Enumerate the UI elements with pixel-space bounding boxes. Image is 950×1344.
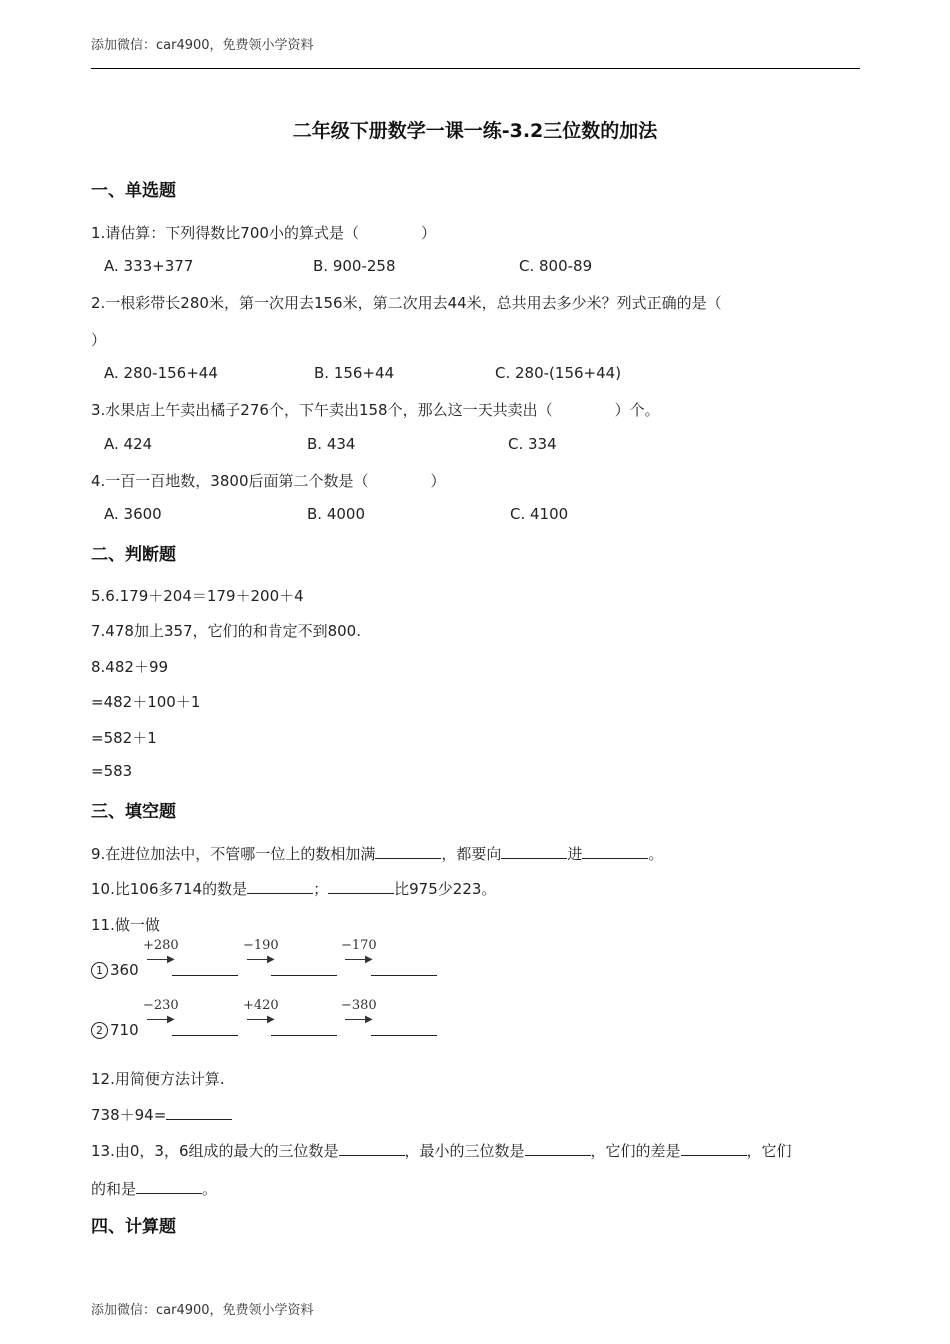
question-13-part-5: 的和是 <box>91 1180 137 1198</box>
section-calculation: 四、计算题 <box>91 1217 176 1237</box>
question-10-part-2: ； <box>313 880 329 898</box>
q2-option-a[interactable]: A. 280-156+44 <box>104 364 218 382</box>
answer-blank[interactable] <box>172 1021 238 1036</box>
question-8-line-2: =482＋100＋1 <box>91 693 201 711</box>
answer-blank[interactable] <box>525 1141 591 1156</box>
answer-blank[interactable] <box>681 1141 747 1156</box>
question-2-text: 2.一根彩带长280米，第一次用去156米，第二次用去44米，总共用去多少米？列式正确的是（ <box>91 294 722 312</box>
q3-option-b[interactable]: B. 434 <box>307 435 356 453</box>
question-10-part-1: 10.比106多714的数是 <box>91 880 248 898</box>
question-1 <box>91 222 436 243</box>
question-10 <box>91 878 496 899</box>
operation-label: −380 <box>341 998 377 1013</box>
arrow-head-icon: ▶ <box>365 1014 373 1025</box>
answer-blank[interactable] <box>375 844 441 859</box>
question-13-part-2: ，最小的三位数是 <box>404 1142 525 1160</box>
q11-row-2-start <box>91 1021 139 1039</box>
question-11-title: 11.做一做 <box>91 916 160 934</box>
question-13-line-2 <box>91 1178 217 1199</box>
question-13-part-3: ，它们的差是 <box>590 1142 681 1160</box>
header-note: 添加微信：car4900，免费领小学资料 <box>91 38 314 53</box>
question-4-close: ） <box>430 472 446 490</box>
question-9-part-3: 进 <box>567 845 583 863</box>
circled-number: 2 <box>91 1022 108 1039</box>
circled-number: 1 <box>91 962 108 979</box>
q4-option-c[interactable]: C. 4100 <box>510 505 569 523</box>
page-title: 二年级下册数学一课一练-3.2三位数的加法 <box>292 120 658 142</box>
question-3 <box>91 399 660 420</box>
question-8-line-3: =582＋1 <box>91 729 157 747</box>
q2-option-b[interactable]: B. 156+44 <box>314 364 395 382</box>
footer-note: 添加微信：car4900，免费领小学资料 <box>91 1303 314 1318</box>
answer-blank[interactable] <box>371 961 437 976</box>
operation-label: −190 <box>243 938 279 953</box>
expression: 738＋94= <box>91 1106 167 1124</box>
question-9-part-4: 。 <box>648 845 664 863</box>
question-4-text: 4.一百一百地数，3800后面第二个数是（ <box>91 472 369 490</box>
q3-option-c[interactable]: C. 334 <box>508 435 557 453</box>
arrow-head-icon: ▶ <box>167 1014 175 1025</box>
answer-blank[interactable] <box>339 1141 405 1156</box>
question-9 <box>91 843 663 864</box>
operation-label: −170 <box>341 938 377 953</box>
q2-option-c[interactable]: C. 280-(156+44) <box>495 364 622 382</box>
question-10-part-3: 比975少223。 <box>394 880 497 898</box>
answer-blank[interactable] <box>271 961 337 976</box>
question-13-part-1: 13.由0，3，6组成的最大的三位数是 <box>91 1142 339 1160</box>
answer-blank[interactable] <box>172 961 238 976</box>
q4-option-b[interactable]: B. 4000 <box>307 505 366 523</box>
q1-option-b[interactable]: B. 900-258 <box>313 257 396 275</box>
question-9-part-1: 9.在进位加法中，不管哪一位上的数相加满 <box>91 845 376 863</box>
start-value: 710 <box>110 1021 139 1039</box>
arrow-head-icon: ▶ <box>365 954 373 965</box>
arrow-head-icon: ▶ <box>267 954 275 965</box>
question-9-part-2: ，都要向 <box>441 845 502 863</box>
start-value: 360 <box>110 961 139 979</box>
operation-label: +280 <box>143 938 179 953</box>
question-5: 5.6.179＋204＝179＋200＋4 <box>91 587 304 605</box>
answer-blank[interactable] <box>136 1179 202 1194</box>
q11-row-1-start <box>91 961 139 979</box>
question-1-close: ） <box>420 224 436 242</box>
question-12-title: 12.用简便方法计算. <box>91 1070 225 1088</box>
question-2-close: ） <box>91 331 107 349</box>
answer-blank[interactable] <box>371 1021 437 1036</box>
question-13-part-4: ，它们 <box>746 1142 792 1160</box>
answer-blank[interactable] <box>166 1105 232 1120</box>
q1-option-a[interactable]: A. 333+377 <box>104 257 194 275</box>
question-13-line-1 <box>91 1140 792 1161</box>
section-single-choice: 一、单选题 <box>91 181 176 201</box>
q4-option-a[interactable]: A. 3600 <box>104 505 162 523</box>
answer-blank[interactable] <box>501 844 567 859</box>
question-7: 7.478加上357，它们的和肯定不到800. <box>91 622 361 640</box>
answer-blank[interactable] <box>271 1021 337 1036</box>
question-13-part-6: 。 <box>202 1180 218 1198</box>
operation-label: −230 <box>143 998 179 1013</box>
question-8-line-4: =583 <box>91 762 133 780</box>
question-3-close: ）个。 <box>614 401 660 419</box>
question-1-text: 1.请估算：下列得数比700小的算式是（ <box>91 224 359 242</box>
q3-option-a[interactable]: A. 424 <box>104 435 153 453</box>
header-divider <box>91 68 860 69</box>
question-4 <box>91 470 446 491</box>
section-fill-in: 三、填空题 <box>91 802 176 822</box>
answer-blank[interactable] <box>247 879 313 894</box>
arrow-head-icon: ▶ <box>167 954 175 965</box>
section-true-false: 二、判断题 <box>91 545 176 565</box>
q1-option-c[interactable]: C. 800-89 <box>519 257 593 275</box>
arrow-head-icon: ▶ <box>267 1014 275 1025</box>
question-3-text: 3.水果店上午卖出橘子276个，下午卖出158个，那么这一天共卖出（ <box>91 401 553 419</box>
answer-blank[interactable] <box>328 879 394 894</box>
answer-blank[interactable] <box>582 844 648 859</box>
operation-label: +420 <box>243 998 279 1013</box>
question-12-expr <box>91 1104 232 1125</box>
question-8-line-1: 8.482＋99 <box>91 658 169 676</box>
